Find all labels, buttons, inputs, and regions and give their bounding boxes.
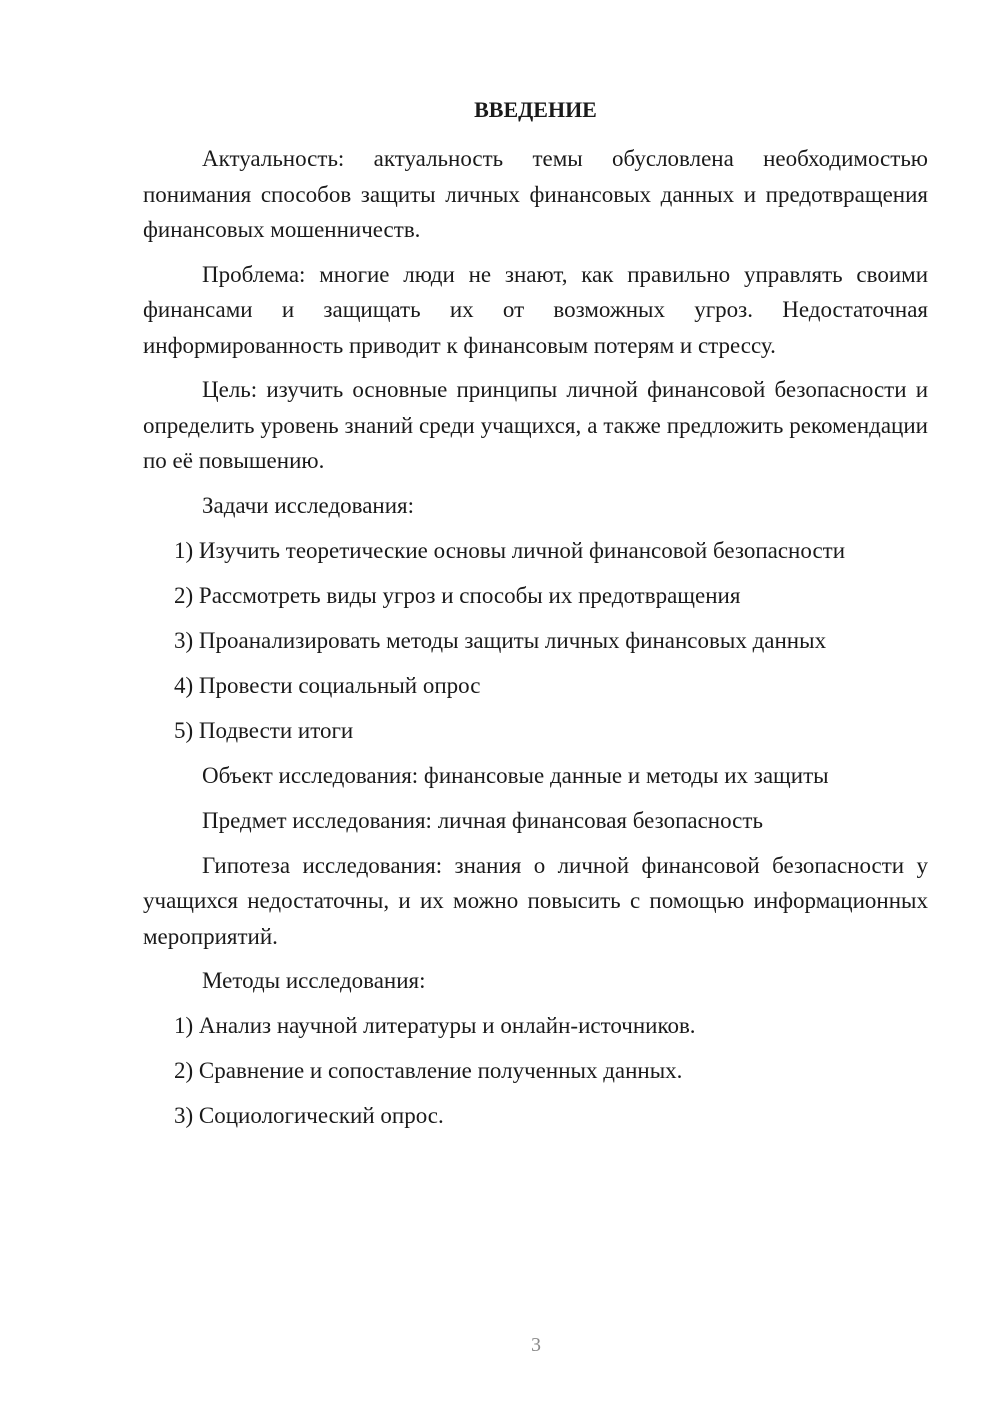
object-line: Объект исследования: финансовые данные и методы их защиты bbox=[202, 762, 829, 788]
task-item: 4) Провести социальный опрос bbox=[174, 672, 481, 698]
method-item: 2) Сравнение и сопоставление полученных данных. bbox=[174, 1058, 683, 1083]
document-body bbox=[143, 92, 928, 1143]
tasks-heading: Задачи исследования: bbox=[202, 492, 415, 518]
task-item: 1) Изучить теоретические основы личной финансовой безопасности bbox=[174, 537, 846, 563]
task-item: 3) Проанализировать методы защиты личных финансовых данных bbox=[174, 627, 827, 653]
method-item: 3) Социологический опрос. bbox=[174, 1103, 444, 1128]
page-number: 3 bbox=[531, 1334, 541, 1356]
goal-paragraph: Цель: изучить основные принципы личной финансовой безопасности и определить уровень знаний среди учащихся, а также предложить рекомендации по её повышению. bbox=[143, 377, 928, 473]
hypothesis-paragraph: Гипотеза исследования: знания о личной финансовой безопасности у учащихся недостаточны, и их можно повысить с помощью информационных мероприятий. bbox=[143, 852, 928, 949]
tasks-list bbox=[143, 533, 928, 748]
task-item: 2) Рассмотреть виды угроз и способы их предотвращения bbox=[174, 582, 741, 608]
method-item: 1) Анализ научной литературы и онлайн-источников. bbox=[174, 1013, 696, 1038]
methods-heading: Методы исследования: bbox=[202, 968, 426, 993]
task-item: 5) Подвести итоги bbox=[174, 717, 354, 743]
section-title: ВВЕДЕНИЕ bbox=[474, 97, 597, 122]
subject-line: Предмет исследования: личная финансовая безопасность bbox=[202, 807, 763, 833]
problem-paragraph: Проблема: многие люди не знают, как правильно управлять своими финансами и защищать их от возможных угроз. Недостаточная информированность приводит к финансовым потерям и стрессу. bbox=[143, 261, 928, 358]
methods-list bbox=[143, 1008, 928, 1133]
relevance-paragraph: Актуальность: актуальность темы обусловлена необходимостью понимания способов защиты личных финансовых данных и предотвращения финансовых мошенничеств. bbox=[143, 146, 928, 242]
